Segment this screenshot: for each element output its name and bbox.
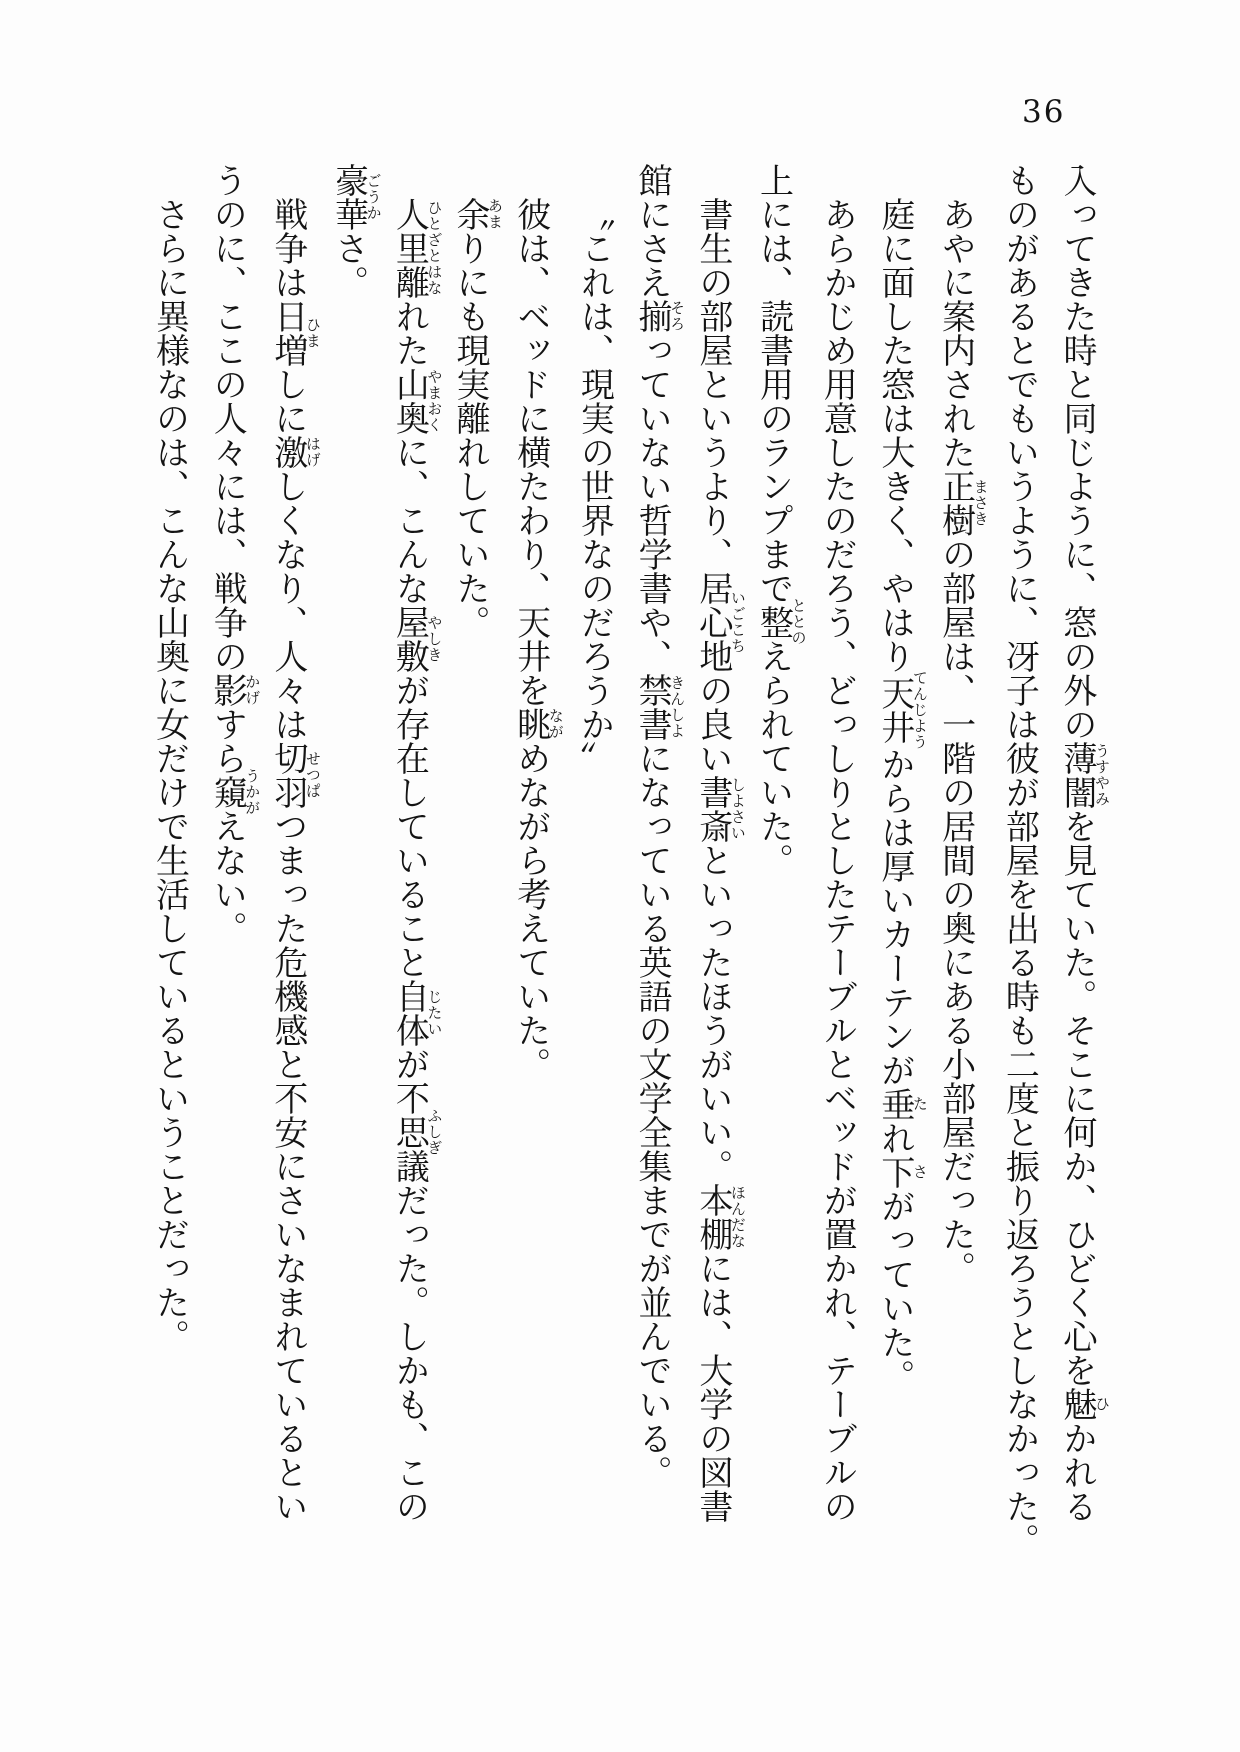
- text-column-7: 書生の部屋というより、居心地いごこちの良い書斎しよさいといったほうがいい。本棚ほんだなには、大学の図書: [692, 197, 747, 1523]
- furigana: ひ: [1093, 1387, 1111, 1421]
- ruby-annotated-word: 激はげ: [267, 435, 322, 469]
- ruby-annotated-word: 魅ひ: [1057, 1387, 1111, 1421]
- furigana: あま: [486, 197, 504, 231]
- furigana: ひとざとはな: [425, 197, 444, 299]
- furigana: まさき: [971, 469, 990, 537]
- ruby-annotated-word: 下さ: [874, 1155, 929, 1189]
- ruby-annotated-word: 影かげ: [207, 673, 262, 707]
- furigana: ほんだな: [728, 1183, 747, 1251]
- furigana: やまおく: [425, 367, 444, 435]
- furigana: ふしぎ: [425, 1081, 444, 1183]
- text-column-11: 余あまりにも現実離れしていた。: [450, 197, 504, 639]
- text-column-3: あやに案内された正樹まさきの部屋は、一階の居間の奥にある小部屋だった。: [935, 197, 990, 1285]
- ruby-annotated-word: 屋敷やしき: [389, 605, 444, 673]
- ruby-annotated-word: 人里離ひとざとはな: [389, 197, 444, 299]
- page-number: 36: [1022, 94, 1066, 130]
- ruby-annotated-word: 日増ひま: [267, 299, 322, 367]
- text-column-5: あらかじめ用意したのだろう、どっしりとしたテーブルとベッドが置かれ、テーブルの: [817, 197, 858, 1523]
- ruby-annotated-word: 山奥やまおく: [389, 367, 444, 435]
- furigana: はげ: [303, 435, 322, 469]
- furigana: た: [910, 1087, 929, 1121]
- text-column-1: 入ってきた時と同じように、窓の外の薄闇うすやみを見ていた。そこに何か、ひどく心を魅ひかれる: [1057, 163, 1111, 1523]
- ruby-annotated-word: 揃そろ: [632, 299, 687, 333]
- furigana: なが: [546, 707, 565, 741]
- ruby-annotated-word: 整ととの: [753, 598, 808, 646]
- text-column-12: 人里離ひとざとはなれた山奥やまおくに、こんな屋敷やしきが存在していること自体じたいが不思議ふしぎだった。しかも、この: [389, 197, 444, 1523]
- furigana: ごうか: [364, 163, 383, 231]
- furigana: せつぱ: [303, 741, 322, 809]
- text-column-14: 戦争は日増ひましに激はげしくなり、人々は切羽せつぱつまった危機感と不安にさいなまれているとい: [267, 197, 322, 1523]
- furigana: そろ: [668, 299, 687, 333]
- ruby-annotated-word: 垂た: [874, 1087, 929, 1121]
- ruby-annotated-word: 本棚ほんだな: [692, 1183, 747, 1251]
- ruby-annotated-word: 余あま: [450, 197, 504, 231]
- ruby-annotated-word: 禁書きんしよ: [632, 673, 687, 741]
- text-column-13: 豪華ごうかさ。: [328, 163, 383, 299]
- furigana: うかが: [243, 768, 262, 816]
- furigana: しよさい: [728, 775, 747, 843]
- text-column-10: 彼は、ベッドに横たわり、天井を眺ながめながら考えていた。: [510, 197, 565, 1081]
- text-column-16: さらに異様なのは、こんな山奥に女だけで生活しているということだった。: [149, 197, 190, 1353]
- furigana: やしき: [425, 605, 444, 673]
- furigana: かげ: [243, 673, 262, 707]
- ruby-annotated-word: 豪華ごうか: [328, 163, 383, 231]
- text-column-15: うのに、ここの人々には、戦争の影かげすら窺うかがえない。: [207, 163, 262, 945]
- ruby-annotated-word: 不思議ふしぎ: [389, 1081, 444, 1183]
- ruby-annotated-word: 正樹まさき: [935, 469, 990, 537]
- furigana: いごこち: [728, 571, 747, 673]
- furigana: じたい: [425, 979, 444, 1047]
- furigana: ひま: [303, 299, 322, 367]
- ruby-annotated-word: 薄闇うすやみ: [1057, 741, 1111, 809]
- furigana: ととの: [789, 598, 808, 646]
- text-column-9: 〝これは、現実の世界なのだろうか〞: [574, 197, 615, 775]
- ruby-annotated-word: 天井てんじよう: [874, 670, 929, 750]
- ruby-annotated-word: 自体じたい: [389, 979, 444, 1047]
- ruby-annotated-word: 窺うかが: [207, 768, 262, 816]
- text-column-8: 館にさえ揃そろっていない哲学書や、禁書きんしよになっている英語の文学全集までが並んでいる。: [632, 163, 687, 1489]
- furigana: うすやみ: [1093, 741, 1111, 809]
- ruby-annotated-word: 居心地いごこち: [692, 571, 747, 673]
- furigana: きんしよ: [668, 673, 687, 741]
- text-column-6: 上には、読書用のランプまで整ととのえられていた。: [753, 163, 808, 877]
- text-column-4: 庭に面した窓は大きく、やはり天井てんじようからは厚いカーテンが垂たれ下さがっていた。: [874, 197, 929, 1393]
- furigana: さ: [910, 1155, 929, 1189]
- furigana: てんじよう: [910, 670, 929, 750]
- ruby-annotated-word: 切羽せつぱ: [267, 741, 322, 809]
- text-column-2: ものがあるとでもいうように、冴子は彼が部屋を出る時も二度と振り返ろうとしなかった。: [999, 163, 1040, 1557]
- ruby-annotated-word: 眺なが: [510, 707, 565, 741]
- ruby-annotated-word: 書斎しよさい: [692, 775, 747, 843]
